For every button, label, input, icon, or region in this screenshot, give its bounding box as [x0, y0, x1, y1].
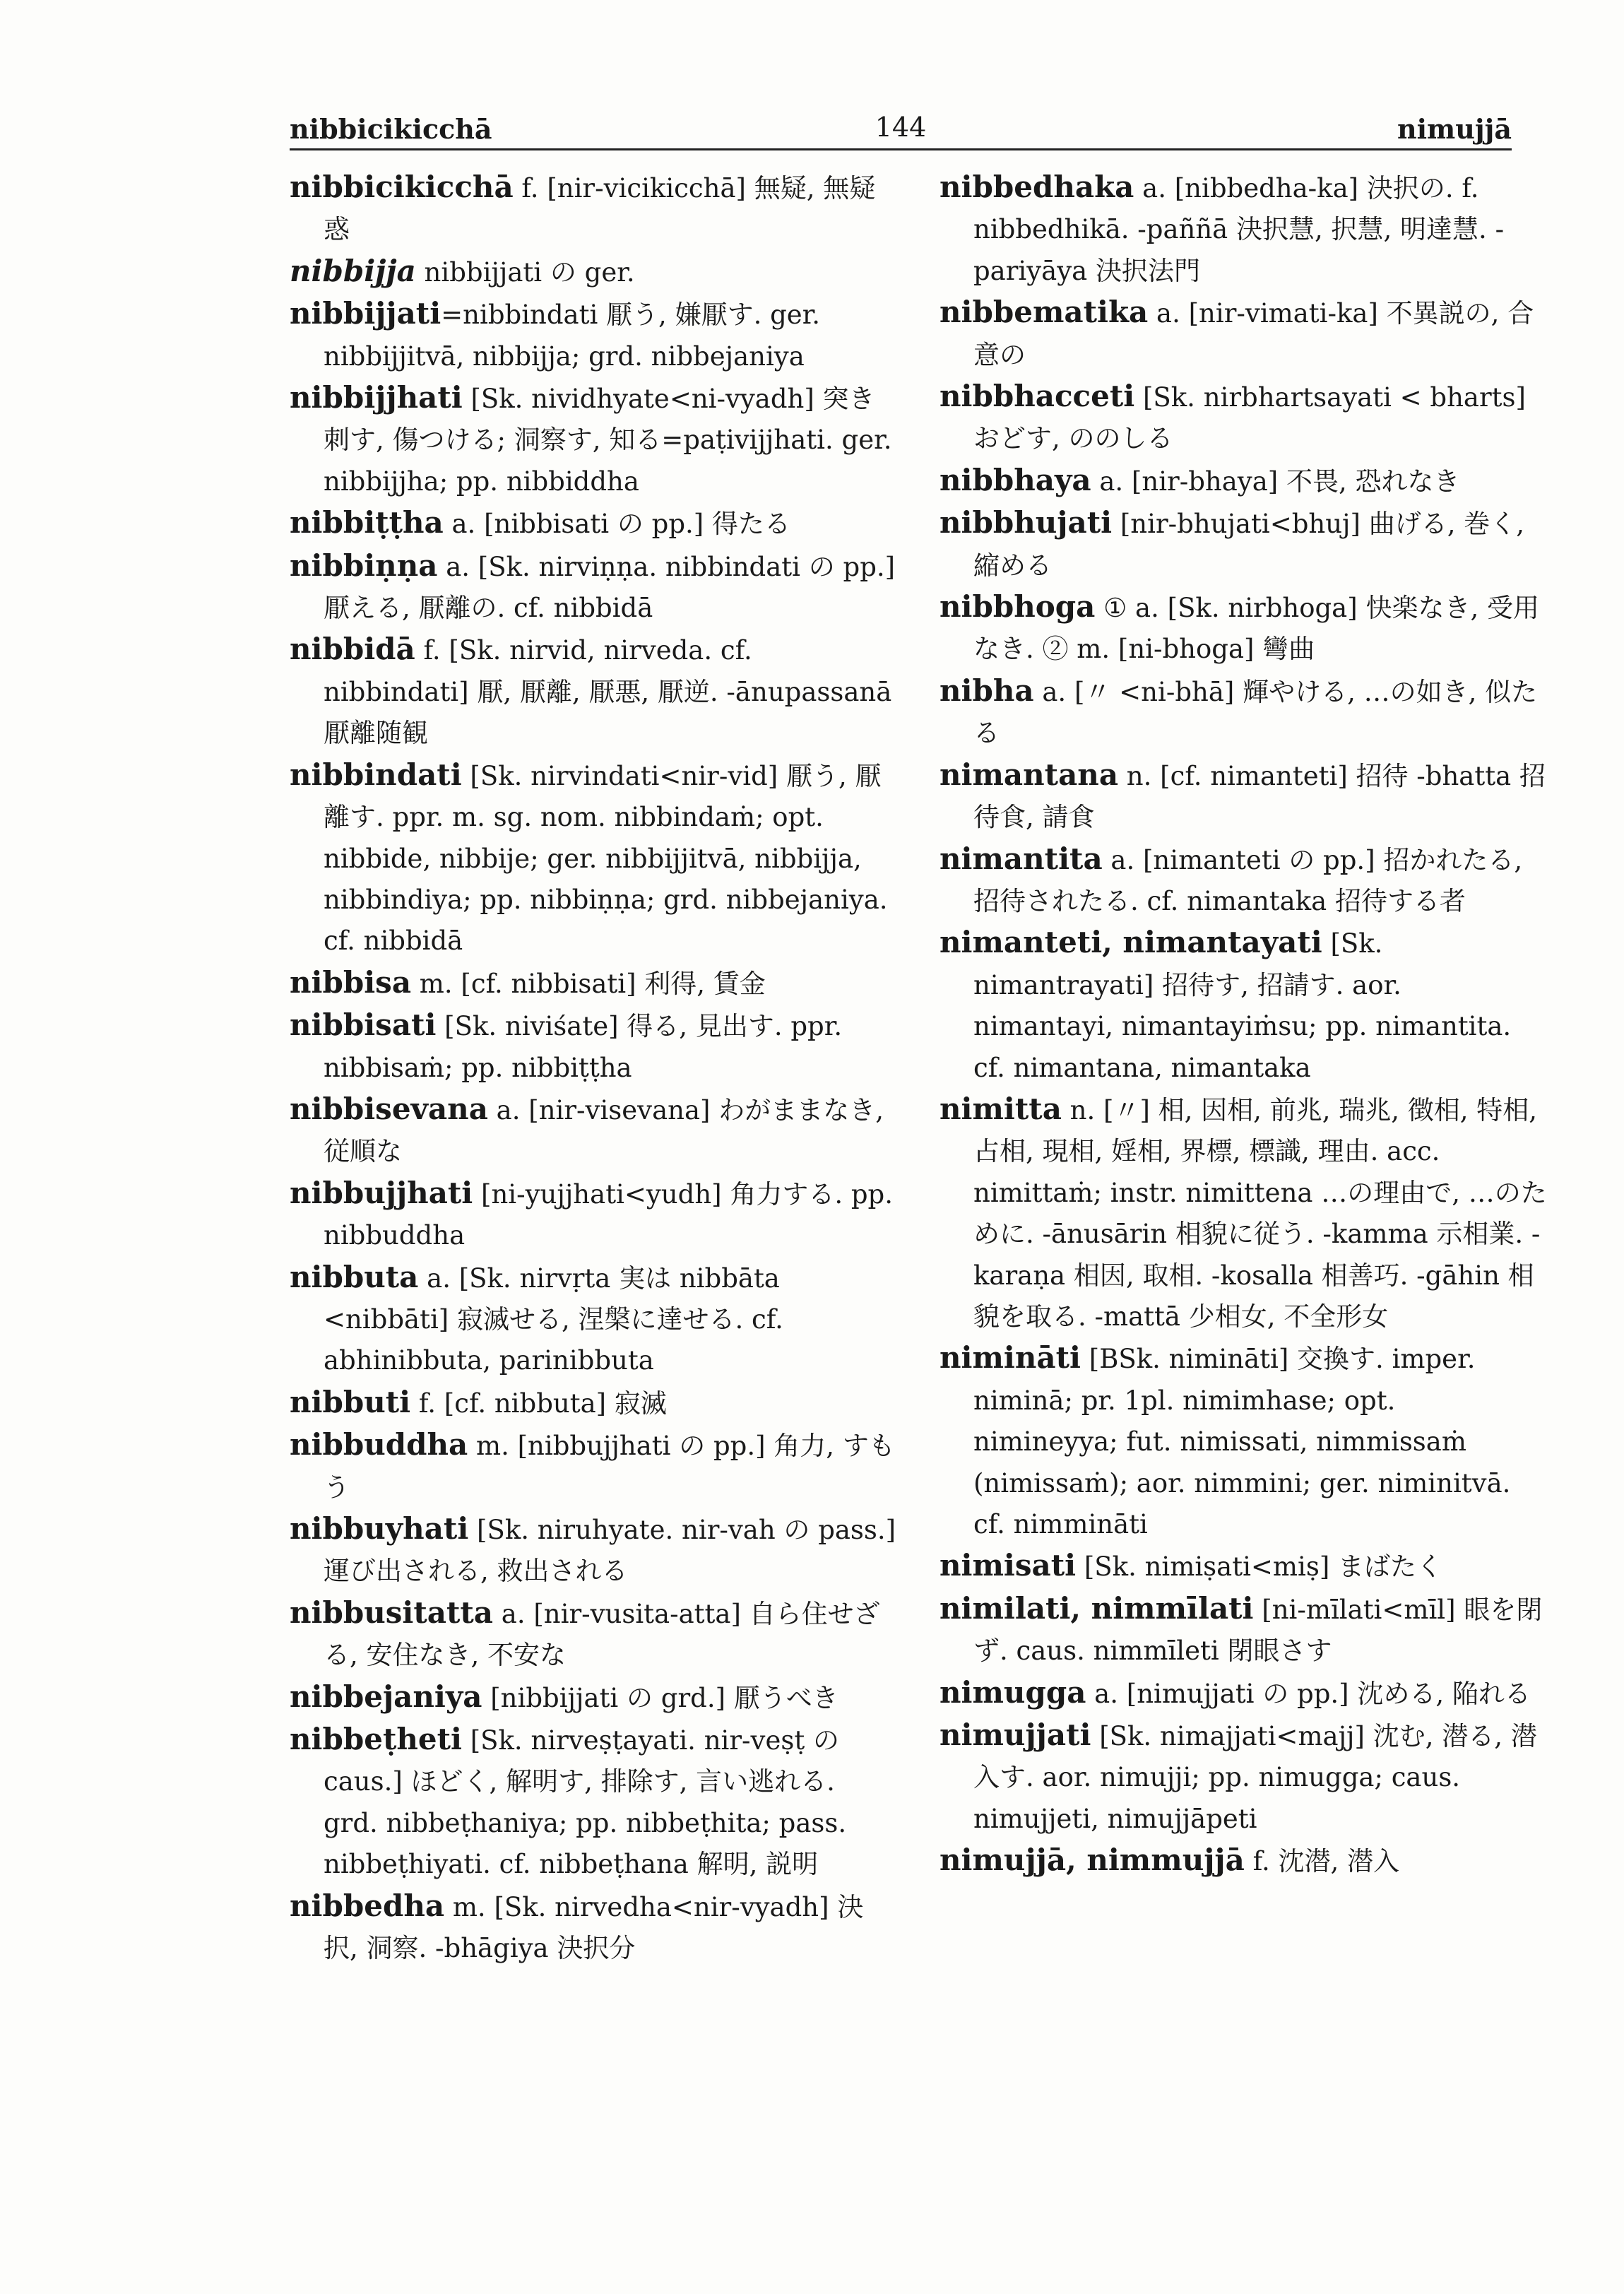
- running-header: [290, 106, 1512, 150]
- entry-definition: [BSk. nimināti] 交換す. imper. niminā; pr. 1pl. nimimhase; opt. nimineyya; fut. nimissati, nimmissaṁ (nimissaṁ); aor. nimmini; ger. niminitvā. cf. nimmināti: [973, 1344, 1511, 1539]
- dictionary-entry: [290, 1257, 897, 1382]
- dictionary-entry: [940, 1089, 1547, 1337]
- dictionary-entry: [940, 755, 1547, 839]
- left-column: [290, 167, 897, 1969]
- entry-definition: n. [〃] 相, 因相, 前兆, 瑞兆, 徴相, 特相, 占相, 現相, 婬相, 界標, 標識, 理由. acc. nimittaṁ; instr. nimittena …の理由で, …のために. -ānusārin 相貌に従う. -kamma 示相業. -karaṇa 相因, 取相. -kosalla 相善巧. -gāhin 相貌を取る. -mattā 少相女, 不全形女: [973, 1094, 1547, 1332]
- entry-headword: nibbedhaka: [940, 170, 1134, 204]
- entry-headword: nibbidā: [290, 632, 415, 667]
- entry-headword: nibbicikicchā: [290, 170, 514, 204]
- entry-definition: [Sk. nimantrayati] 招待す, 招請す. aor. nimantayi, nimantayiṁsu; pp. nimantita. cf. nimantana, nimantaka: [973, 928, 1512, 1083]
- dictionary-entry: [940, 502, 1547, 586]
- right-column: [940, 167, 1547, 1883]
- entry-headword: nibbhacceti: [940, 379, 1135, 414]
- entry-headword: nimugga: [940, 1674, 1086, 1710]
- entry-definition: [ni-yujjhati<yudh] 角力する. pp. nibbuddha: [324, 1178, 893, 1251]
- dictionary-entry: [290, 1677, 897, 1719]
- entry-headword: nibbijja: [290, 253, 416, 288]
- entry-definition: f. [nir-vicikicchā] 無疑, 無疑惑: [324, 173, 876, 245]
- dictionary-entry: [290, 293, 897, 377]
- entry-headword: nibbuti: [290, 1384, 411, 1419]
- dictionary-entry: [290, 251, 897, 293]
- entry-headword: nibbisevana: [290, 1091, 488, 1126]
- dictionary-entry: [940, 1588, 1547, 1672]
- header-left-guide-word: nibbicikicchā: [290, 113, 492, 145]
- entry-definition: a. [nibbisati の pp.] 得たる: [443, 509, 790, 540]
- dictionary-entry: [290, 377, 897, 502]
- entry-headword: nibbujjhati: [290, 1175, 473, 1210]
- entry-definition: a. [〃 <ni-bhā] 輝やける, …の如き, 似たる: [973, 676, 1538, 749]
- entry-headword: nimināti: [940, 1340, 1081, 1376]
- entry-headword: nibbuta: [290, 1259, 419, 1294]
- dictionary-entry: [290, 1382, 897, 1424]
- entry-definition: a. [nir-vusita-atta] 自ら住せざる, 安住なき, 不安な: [324, 1598, 880, 1671]
- entry-definition: a. [Sk. nirviṇṇa. nibbindati の pp.] 厭える, 厭離の. cf. nibbidā: [324, 551, 896, 624]
- entry-definition: [Sk. nirbhartsayati < bharts] おどす, ののしる: [973, 382, 1526, 454]
- entry-definition: [Sk. nirveṣṭayati. nir-veṣṭ の caus.] ほどく, 解明す, 排除す, 言い逃れる. grd. nibbeṭhaniya; pp. nibbeṭhita; pass. nibbeṭhiyati. cf. nibbeṭhana 解明, 説明: [324, 1725, 847, 1880]
- dictionary-entry: [940, 376, 1547, 460]
- entry-definition: a. [nimanteti の pp.] 招かれたる, 招待されたる. cf. nimantaka 招待する者: [973, 844, 1523, 916]
- entry-headword: nibbiṭṭha: [290, 505, 444, 540]
- entry-definition: [nir-bhujati<bhuj] 曲げる, 巻く, 縮める: [973, 509, 1525, 581]
- dictionary-entry: [940, 292, 1547, 376]
- dictionary-entry: [290, 629, 897, 754]
- dictionary-entry: [940, 922, 1547, 1089]
- entry-definition: =nibbindati 厭う, 嫌厭す. ger. nibbijjitvā, nibbijja; grd. nibbejaniya: [324, 300, 821, 372]
- entry-headword: nibbuddha: [290, 1427, 468, 1462]
- dictionary-entry: [290, 1424, 897, 1508]
- entry-definition: a. [nir-visevana] わがままなき, 従順な: [324, 1094, 884, 1167]
- entry-definition: [Sk. niviśate] 得る, 見出す. ppr. nibbisaṁ; pp. nibbiṭṭha: [324, 1011, 843, 1083]
- dictionary-entry: [940, 1545, 1547, 1588]
- dictionary-entry: [290, 167, 897, 251]
- entry-definition: m. [Sk. nirvedha<nir-vyadh] 決択, 洞察. -bhāgiya 決択分: [324, 1891, 864, 1964]
- entry-headword: nibbijjati: [290, 296, 441, 331]
- dictionary-entry: [290, 1508, 897, 1592]
- entry-definition: [Sk. niruhyate. nir-vah の pass.] 運び出される, 救出される: [324, 1515, 896, 1587]
- page-number: 144: [875, 112, 927, 143]
- entry-headword: nibbejaniya: [290, 1679, 482, 1714]
- entry-definition: nibbijjati の ger.: [415, 256, 635, 288]
- entry-definition: [Sk. nimiṣati<miṣ] まばたく: [1076, 1551, 1443, 1583]
- dictionary-entry: [940, 167, 1547, 292]
- dictionary-entry: [940, 460, 1547, 502]
- entry-headword: nimitta: [940, 1091, 1062, 1126]
- entry-definition: [Sk. nividhyate<ni-vyadh] 突き刺す, 傷つける; 洞察す, 知る=paṭivijjhati. ger. nibbijjha; pp. nibbiddha: [324, 384, 892, 497]
- dictionary-entry: [940, 1672, 1547, 1715]
- entry-headword: nibbuyhati: [290, 1511, 469, 1546]
- entry-headword: nibbisati: [290, 1007, 437, 1043]
- dictionary-entry: [940, 1840, 1547, 1882]
- entry-headword: nimilati, nimmīlati: [940, 1590, 1254, 1626]
- entry-headword: nimanteti, nimantayati: [940, 925, 1322, 960]
- entry-definition: f. [cf. nibbuta] 寂滅: [410, 1388, 667, 1419]
- dictionary-entry: [290, 1719, 897, 1886]
- dictionary-entry: [940, 1337, 1547, 1545]
- entry-headword: nibbisa: [290, 964, 412, 1000]
- dictionary-entry: [290, 1886, 897, 1970]
- entry-definition: m. [nibbujjhati の pp.] 角力, すもう: [324, 1431, 895, 1503]
- entry-headword: nimujjati: [940, 1717, 1091, 1753]
- entry-headword: nibbhaya: [940, 462, 1091, 497]
- entry-definition: a. [nimujjati の pp.] 沈める, 陥れる: [1086, 1678, 1531, 1709]
- dictionary-entry: [940, 586, 1547, 670]
- entry-headword: nimisati: [940, 1548, 1077, 1583]
- entry-definition: [Sk. nirvindati<nir-vid] 厭う, 厭離す. ppr. m. sg. nom. nibbindaṁ; opt. nibbide, nibbije; ger. nibbijjitvā, nibbijja, nibbindiya; pp. nibbiṇṇa; grd. nibbejaniya. cf. nibbidā: [324, 760, 888, 957]
- entry-definition: [Sk. nimajjati<majj] 沈む, 潜る, 潜入す. aor. nimujji; pp. nimugga; caus. nimujjeti, nimujjāpeti: [973, 1721, 1537, 1834]
- entry-definition: f. [Sk. nirvid, nirveda. cf. nibbindati] 厭, 厭離, 厭悪, 厭逆. -ānupassanā 厭離随観: [324, 635, 892, 749]
- entry-headword: nibbiṇṇa: [290, 548, 438, 583]
- dictionary-entry: [290, 502, 897, 545]
- entry-headword: nibbematika: [940, 295, 1149, 330]
- dictionary-entry: [290, 1592, 897, 1677]
- dictionary-entry: [940, 1715, 1547, 1840]
- dictionary-entry: [290, 1173, 897, 1257]
- entry-headword: nimantana: [940, 757, 1119, 792]
- entry-headword: nibha: [940, 673, 1034, 708]
- dictionary-entry: [290, 1005, 897, 1089]
- entry-definition: [ni-mīlati<mīl] 眼を閉ず. caus. nimmīleti 閉眼さす: [973, 1594, 1543, 1667]
- dictionary-entry: [940, 670, 1547, 755]
- dictionary-entry: [940, 839, 1547, 923]
- dictionary-entry: [290, 545, 897, 629]
- entry-headword: nimujjā, nimmujjā: [940, 1843, 1245, 1878]
- entry-headword: nimantita: [940, 841, 1103, 876]
- entry-definition: a. [nibbedha-ka] 決択の. f. nibbedhikā. -paññā 決択慧, 択慧, 明達慧. -pariyāya 決択法門: [973, 173, 1505, 286]
- entry-headword: nibbhujati: [940, 505, 1113, 540]
- entry-definition: a. [nir-vimati-ka] 不異説の, 合意の: [973, 298, 1534, 370]
- header-right-guide-word: nimujjā: [1397, 113, 1512, 145]
- entry-headword: nibbhoga: [940, 589, 1096, 625]
- entry-definition: [nibbijjati の grd.] 厭うべき: [482, 1682, 838, 1713]
- entry-headword: nibbeṭheti: [290, 1722, 462, 1757]
- entry-definition: m. [cf. nibbisati] 利得, 賃金: [411, 968, 766, 999]
- dictionary-entry: [290, 962, 897, 1005]
- entry-definition: a. [Sk. nirvṛta 実は nibbāta <nibbāti] 寂滅せる, 涅槃に達せる. cf. abhinibbuta, parinibbuta: [324, 1263, 783, 1376]
- entry-definition: f. 沈潜, 潜入: [1244, 1846, 1400, 1877]
- entry-headword: nibbusitatta: [290, 1595, 493, 1630]
- dictionary-entry: [290, 1089, 897, 1173]
- entry-definition: ① a. [Sk. nirbhoga] 快楽なき, 受用なき. ② m. [ni-bhoga] 彎曲: [973, 593, 1539, 665]
- entry-definition: a. [nir-bhaya] 不畏, 恐れなき: [1091, 466, 1460, 497]
- entry-headword: nibbedha: [290, 1888, 445, 1923]
- entry-definition: n. [cf. nimanteti] 招待 -bhatta 招待食, 請食: [973, 760, 1546, 833]
- entry-headword: nibbindati: [290, 757, 462, 792]
- dictionary-entry: [290, 755, 897, 962]
- entry-headword: nibbijjhati: [290, 380, 463, 415]
